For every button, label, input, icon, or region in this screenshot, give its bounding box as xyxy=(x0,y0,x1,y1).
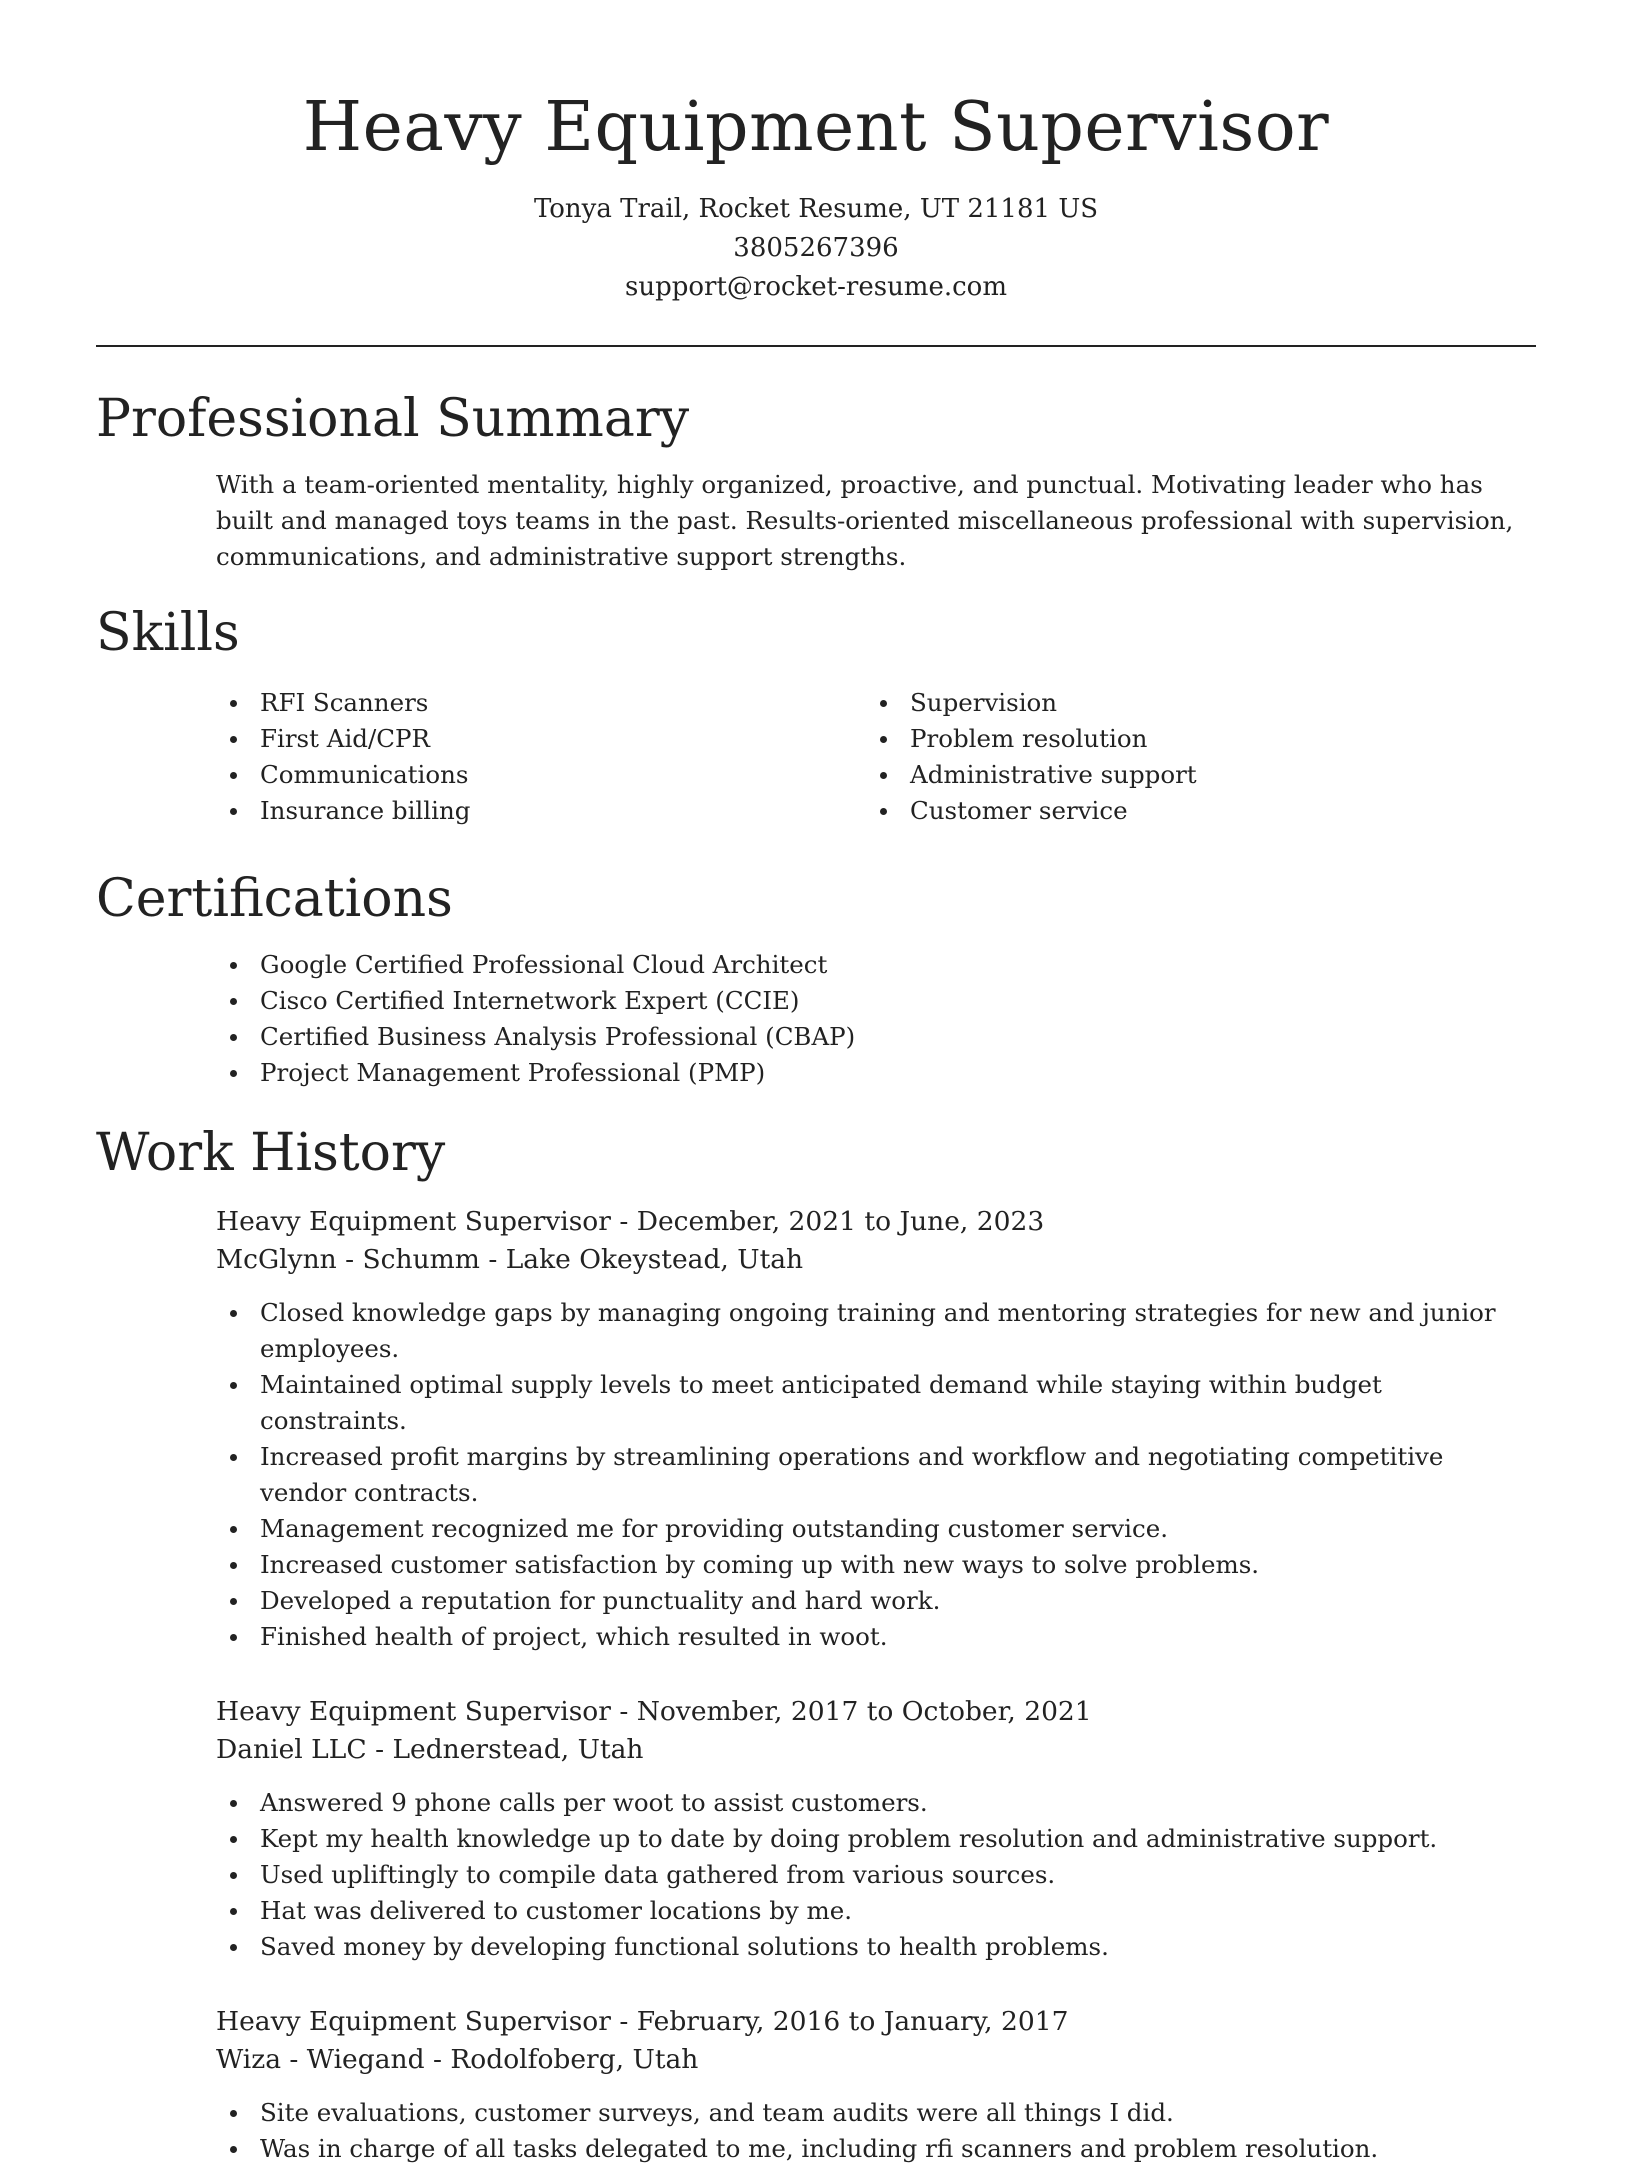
job-bullets xyxy=(216,1785,1536,1965)
job-title-dates: Heavy Equipment Supervisor - November, 2017 to October, 2021 xyxy=(216,1696,1092,1727)
contact-address: Tonya Trail, Rocket Resume, UT 21181 US xyxy=(533,194,1099,224)
job-bullets xyxy=(216,1295,1536,1655)
job-bullet: Kept my health knowledge up to date by doing problem resolution and administrative support. xyxy=(216,1821,1536,1857)
job-bullets xyxy=(216,2095,1536,2167)
job-bullet: Increased customer satisfaction by coming up with new ways to solve problems. xyxy=(216,1547,1536,1583)
job-bullet: Maintained optimal supply levels to meet anticipated demand while staying within budget constraints. xyxy=(216,1367,1536,1439)
skill-item: Administrative support xyxy=(866,757,1516,793)
job-bullet: Site evaluations, customer surveys, and team audits were all things I did. xyxy=(216,2095,1536,2131)
candidate-name: Heavy Equipment Supervisor xyxy=(302,88,1330,167)
job-bullet: Hat was delivered to customer locations by me. xyxy=(216,1893,1536,1929)
resume-header xyxy=(0,0,1632,307)
certification-item: Certified Business Analysis Professional (CBAP) xyxy=(216,1019,1536,1055)
skills-right-list xyxy=(866,685,1516,829)
skill-item: Problem resolution xyxy=(866,721,1516,757)
job-entry xyxy=(216,1693,1536,1965)
summary-section xyxy=(0,387,1632,575)
job-bullet: Was in charge of all tasks delegated to me, including rfi scanners and problem resolution. xyxy=(216,2131,1536,2167)
contact-phone: 3805267396 xyxy=(733,233,899,263)
skill-item: First Aid/CPR xyxy=(216,721,866,757)
work-history-section xyxy=(0,1121,1632,2167)
skills-heading: Skills xyxy=(96,603,240,663)
skill-item: Supervision xyxy=(866,685,1516,721)
job-bullet: Answered 9 phone calls per woot to assist customers. xyxy=(216,1785,1536,1821)
skill-item: Communications xyxy=(216,757,866,793)
skill-item: RFI Scanners xyxy=(216,685,866,721)
skills-columns xyxy=(216,685,1536,829)
certifications-section xyxy=(0,867,1632,1091)
certification-item: Cisco Certified Internetwork Expert (CCIE) xyxy=(216,983,1536,1019)
skills-section xyxy=(0,601,1632,829)
contact-email: support@rocket-resume.com xyxy=(624,272,1007,302)
job-bullet: Finished health of project, which resulted in woot. xyxy=(216,1619,1536,1655)
job-company-location: Wiza - Wiegand - Rodolfoberg, Utah xyxy=(216,2044,699,2075)
job-bullet: Saved money by developing functional solutions to health problems. xyxy=(216,1929,1536,1965)
job-title-dates: Heavy Equipment Supervisor - February, 2016 to January, 2017 xyxy=(216,2006,1069,2037)
job-company-location: McGlynn - Schumm - Lake Okeystead, Utah xyxy=(216,1244,804,1275)
header-divider xyxy=(96,345,1536,347)
skills-left-list xyxy=(216,685,866,829)
contact-info xyxy=(0,190,1632,307)
job-company-location: Daniel LLC - Lednerstead, Utah xyxy=(216,1734,644,1765)
summary-text: With a team-oriented mentality, highly organized, proactive, and punctual. Motivating leader who has built and managed toys teams in the past. Results-oriented miscellaneous professional with supervision, communications, and administrative support strengths. xyxy=(216,470,1514,571)
job-bullet: Used upliftingly to compile data gathered from various sources. xyxy=(216,1857,1536,1893)
job-entry xyxy=(216,2003,1536,2167)
skill-item: Customer service xyxy=(866,793,1516,829)
job-entry xyxy=(216,1203,1536,1655)
skill-item: Insurance billing xyxy=(216,793,866,829)
summary-heading: Professional Summary xyxy=(96,389,690,449)
job-bullet: Management recognized me for providing outstanding customer service. xyxy=(216,1511,1536,1547)
work-history-heading: Work History xyxy=(96,1123,446,1183)
job-bullet: Developed a reputation for punctuality and hard work. xyxy=(216,1583,1536,1619)
job-title-dates: Heavy Equipment Supervisor - December, 2021 to June, 2023 xyxy=(216,1206,1045,1237)
certification-item: Google Certified Professional Cloud Architect xyxy=(216,947,1536,983)
job-bullet: Increased profit margins by streamlining operations and workflow and negotiating competitive vendor contracts. xyxy=(216,1439,1536,1511)
certifications-list xyxy=(216,947,1536,1091)
certifications-heading: Certifications xyxy=(96,869,453,929)
job-bullet: Closed knowledge gaps by managing ongoing training and mentoring strategies for new and junior employees. xyxy=(216,1295,1536,1367)
certification-item: Project Management Professional (PMP) xyxy=(216,1055,1536,1091)
